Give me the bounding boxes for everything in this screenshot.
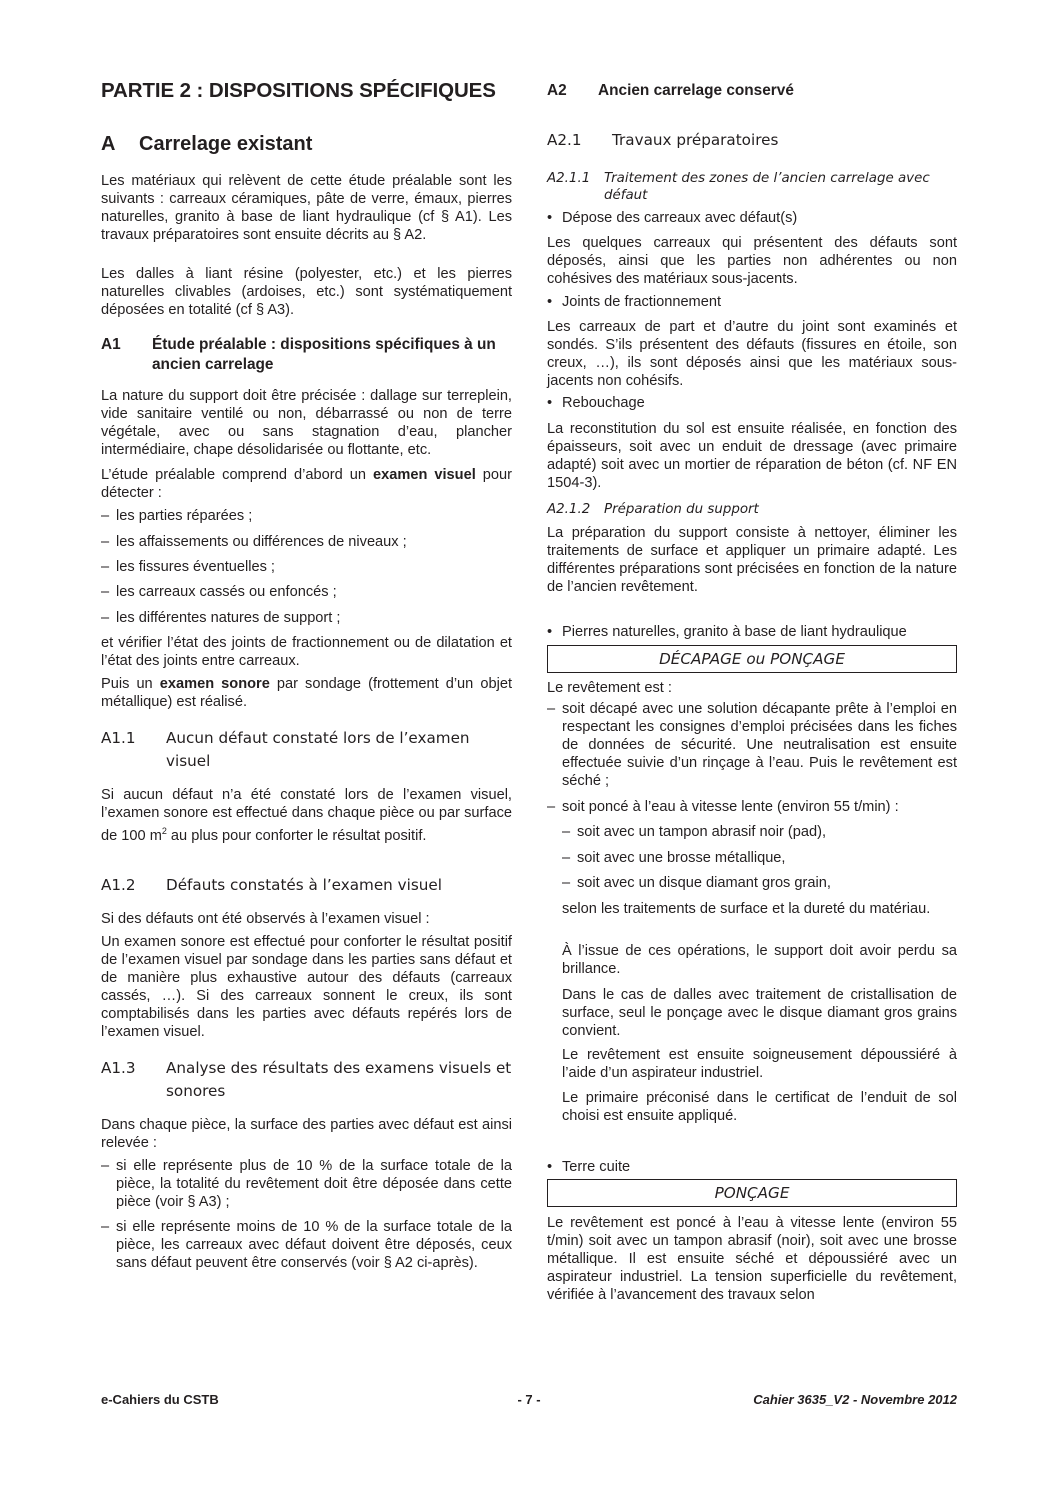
a2-1-2-title: Préparation du support — [604, 502, 759, 517]
a2-1-1-title: Traitement des zones de l’ancien carrelage avec défaut — [604, 171, 930, 203]
a1-2-paragraph-2: Un examen sonore est effectué pour conforter le résultat positif de l’examen visuel par sondage dans les parties sans défaut et de manière plus exhaustive autour des défauts (carreaux cassés, …). Si des carreaux sonnent le creux, ils sont comptabilisés dans les parties avec défauts repérés lors de l’examen visuel. — [101, 934, 512, 1040]
a1-paragraph-1: La nature du support doit être précisée : dallage sur terreplein, vide sanitaire ventilé ou non, débarrassé ou non de terre végétale, avec ou sans stagnation d’eau, plancher intermédiaire, chape désolidarisée ou flottante, etc. — [101, 388, 512, 458]
a1-p4-text-before: Puis un — [101, 676, 160, 692]
a2-1-number: A2.1 — [547, 131, 582, 149]
list-item: – les carreaux cassés ou enfoncés ; — [101, 584, 337, 600]
pierres-intro: Le revêtement est : — [547, 680, 672, 696]
list-item: – si elle représente plus de 10 % de la surface totale de la pièce, la totalité du revêtement doit être déposée dans cette pièce (voir § A3) ; — [101, 1158, 512, 1210]
bullet-pierres: • Pierres naturelles, granito à base de liant hydraulique — [547, 624, 907, 640]
bullet-depose: • Dépose des carreaux avec défaut(s) — [547, 210, 798, 226]
list-item: – si elle représente moins de 10 % de la surface totale de la pièce, les carreaux avec défaut doivent être déposés, ceux sans défaut peuvent être conservés (voir § A2 ci-après). — [101, 1219, 512, 1271]
a2-title: Ancien carrelage conservé — [598, 82, 794, 99]
issue-paragraph: À l’issue de ces opérations, le support doit avoir perdu sa brillance. — [562, 943, 957, 977]
list-item: – soit décapé avec une solution décapante prête à l’emploi en respectant les consignes d’emploi précisées dans les fiches de données de sécurité. Une neutralisation est ensuite effectuée suivie d’un rinçage à l’eau. Puis le revêtement est séché ; — [547, 701, 957, 789]
sub-list-item: – soit avec un disque diamant gros grain, — [562, 875, 831, 891]
a1-heading — [101, 335, 512, 375]
a1-2-number: A1.2 — [101, 876, 136, 894]
terre-cuite-paragraph: Le revêtement est poncé à l’eau à vitesse lente (environ 55 t/min) soit avec un tampon abrasif (noir), soit avec une brosse métallique. Il est ensuite séché et dépoussiéré avec un aspirateur industriel. La tension superficielle du revêtement, vérifiée à l’avancement des travaux selon — [547, 1215, 957, 1303]
a1-p2-text-after: pour détecter : — [101, 467, 512, 501]
a1-2-paragraph-1: Si des défauts ont été observés à l’examen visuel : — [101, 911, 430, 927]
a1-2-title: Défauts constatés à l’examen visuel — [166, 876, 442, 894]
a1-title: Étude préalable : dispositions spécifiques à un ancien carrelage — [152, 336, 496, 373]
section-a-title: Carrelage existant — [139, 133, 313, 155]
joints-paragraph: Les carreaux de part et d’autre du joint sont examinés et sondés. S’ils présentent des défauts (fissures en étoile, son creux, …), ils sont déposés ainsi que les matériaux sous-jacents non cohésifs. — [547, 319, 957, 389]
bullet-rebouchage: • Rebouchage — [547, 395, 645, 411]
a2-1-title: Travaux préparatoires — [612, 131, 779, 149]
a1-3-title: Analyse des résultats des examens visuels et sonores — [166, 1059, 512, 1100]
a2-1-1-number: A2.1.1 — [547, 171, 591, 186]
sub-list-item: – soit avec une brosse métallique, — [562, 850, 786, 866]
a2-1-1-heading — [547, 170, 957, 204]
rebouchage-paragraph: La reconstitution du sol est ensuite réalisée, en fonction des épaisseurs, soit avec un enduit de dressage (avec primaire adapté) soit avec un mortier de réparation de béton (cf. NF EN 1504-3). — [547, 421, 957, 491]
selon-paragraph: selon les traitements de surface et la dureté du matériau. — [562, 901, 931, 917]
section-a-number: A — [101, 133, 116, 155]
list-item: – les différentes natures de support ; — [101, 610, 341, 626]
primaire-paragraph: Le primaire préconisé dans le certificat de l’enduit de sol choisi est ensuite appliqué. — [562, 1090, 957, 1124]
intro-paragraph-2: Les dalles à liant résine (polyester, etc.) et les pierres naturelles clivables (ardoises, etc.) sont systématiquement déposées en totalité (cf § A3). — [101, 266, 512, 318]
footer-page-number: - 7 - — [517, 1392, 541, 1407]
sub-list-item: – soit avec un tampon abrasif noir (pad), — [562, 824, 827, 840]
list-item: – les affaissements ou différences de niveaux ; — [101, 534, 407, 550]
a1-2-heading — [101, 874, 512, 897]
intro-paragraph-1: Les matériaux qui relèvent de cette étude préalable sont les suivants : carreaux céramiques, pâte de verre, émaux, pierres naturelles, granito à base de liant hydraulique (cf § A1). Les travaux préparatoires sont ensuite décrits au § A2. — [101, 173, 512, 243]
a2-1-heading — [547, 129, 957, 152]
a2-heading — [547, 81, 957, 101]
partie-title: PARTIE 2 : DISPOSITIONS SPÉCIFIQUES — [101, 79, 496, 102]
list-item: – les fissures éventuelles ; — [101, 559, 275, 575]
bullet-joints: • Joints de fractionnement — [547, 294, 721, 310]
footer-publication: e-Cahiers du CSTB — [101, 1392, 219, 1407]
superscript-2: 2 — [161, 826, 167, 836]
examen-sonore-emphasis: examen sonore — [159, 676, 270, 692]
list-item: – les parties réparées ; — [101, 508, 253, 524]
a1-1-paragraph: Si aucun défaut n’a été constaté lors de l’examen visuel, l’examen sonore est effectué dans chaque pièce ou par surface de 100 $m^2$ au plus pour conforter le résultat positif. — [101, 787, 512, 844]
a1-number: A1 — [101, 336, 121, 353]
preparation-paragraph: La préparation du support consiste à nettoyer, éliminer les traitements de surface et appliquer un primaire adapté. Les différentes préparations sont précisées en fonction de la nature de l’ancien revêtement. — [547, 525, 957, 595]
a1-paragraph-2 — [101, 466, 512, 502]
footer-cahier-reference: Cahier 3635_V2 - Novembre 2012 — [753, 1392, 957, 1407]
depoussiere-paragraph: Le revêtement est ensuite soigneusement dépoussiéré à l’aide d’un aspirateur industriel. — [562, 1047, 957, 1081]
depose-paragraph: Les quelques carreaux qui présentent des défauts sont déposés, ainsi que les parties non adhérentes ou non cohésives des matériaux sous-jacents. — [547, 235, 957, 287]
bullet-terre-cuite: • Terre cuite — [547, 1159, 631, 1175]
a1-3-paragraph-1: Dans chaque pièce, la surface des parties avec défaut est ainsi relevée : — [101, 1117, 512, 1151]
a1-p4-text-after: par sondage (frottement d’un objet métallique) est réalisé. — [101, 676, 512, 710]
a1-3-number: A1.3 — [101, 1059, 136, 1077]
a1-1-title: Aucun défaut constaté lors de l’examen visuel — [166, 729, 470, 770]
a1-3-heading — [101, 1057, 512, 1103]
ponçage-box: PONÇAGE — [547, 1179, 957, 1207]
cristallisation-paragraph: Dans le cas de dalles avec traitement de cristallisation de surface, seul le ponçage avec le disque diamant gros grains convient. — [562, 987, 957, 1039]
a2-1-2-heading — [547, 501, 957, 518]
list-item: – soit poncé à l’eau à vitesse lente (environ 55 t/min) : — [547, 799, 899, 815]
a1-p2-text-before: L’étude préalable comprend d’abord un — [101, 467, 374, 483]
a1-1-heading — [101, 727, 512, 773]
decapage-ponçage-box: DÉCAPAGE ou PONÇAGE — [547, 645, 957, 673]
a1-paragraph-4 — [101, 675, 512, 711]
section-a-heading — [101, 133, 512, 156]
a2-number: A2 — [547, 82, 567, 99]
a2-1-2-number: A2.1.2 — [547, 502, 591, 517]
a1-1-number: A1.1 — [101, 729, 136, 747]
a1-paragraph-3: et vérifier l’état des joints de fractionnement ou de dilatation et l’état des joints entre carreaux. — [101, 635, 512, 669]
examen-visuel-emphasis: examen visuel — [373, 467, 476, 483]
